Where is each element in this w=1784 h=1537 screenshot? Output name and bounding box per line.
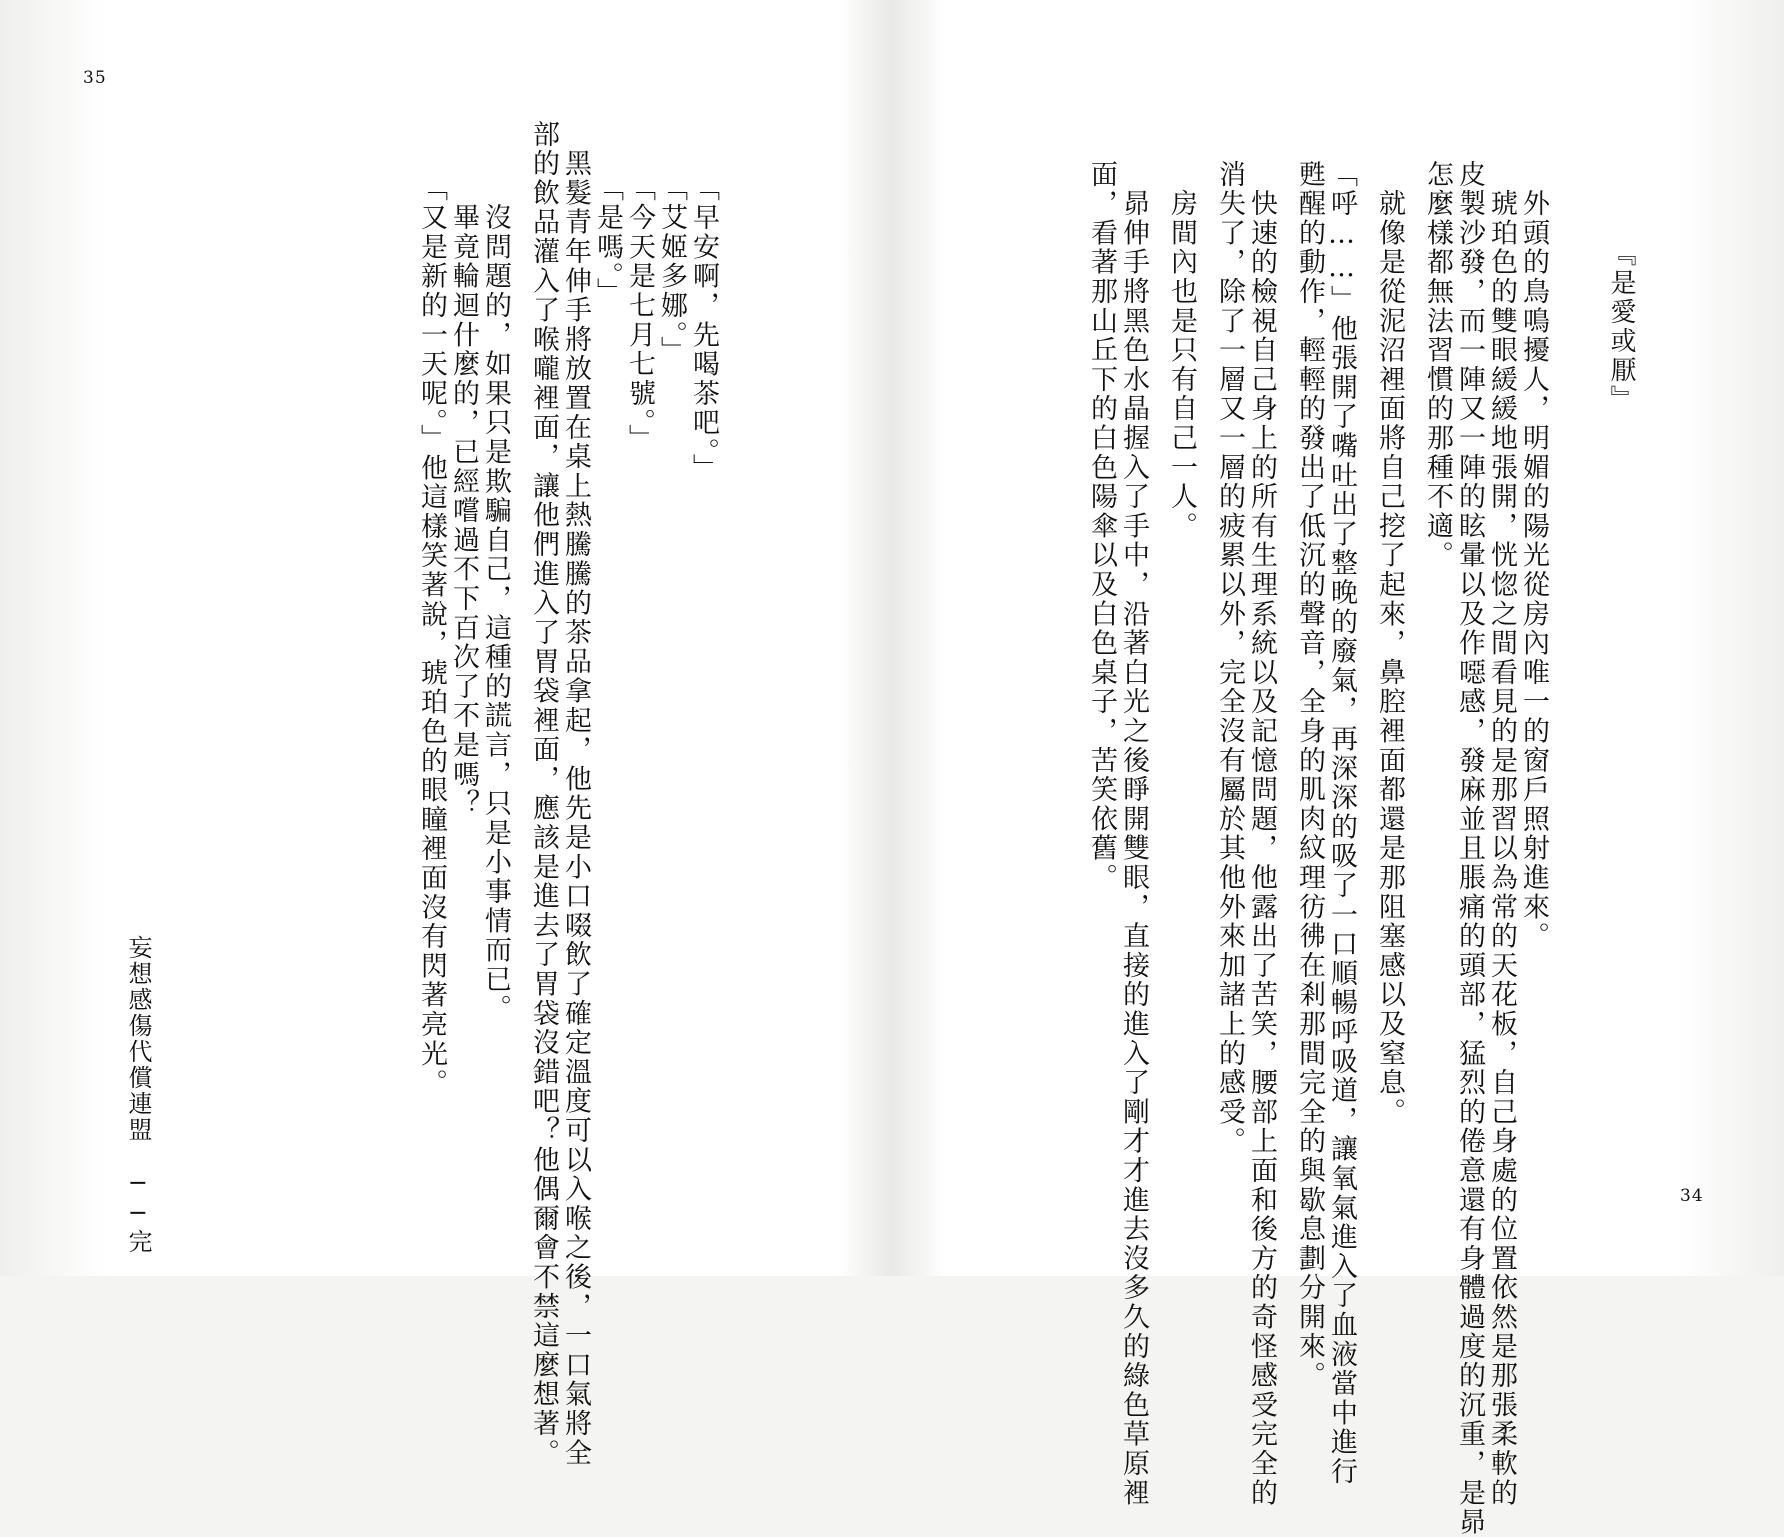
page-number-right: 34 bbox=[1680, 1186, 1704, 1206]
chapter-title: 『是愛或厭』 bbox=[1606, 240, 1636, 414]
text-line: 「是嗎。」 bbox=[592, 174, 623, 307]
text-line: 「呼……」他張開了嘴吐出了整晚的廢氣，再深深的吸了一口順暢呼吸道，讓氧氣進入了血液當中進行 bbox=[1326, 160, 1357, 1487]
text-line: 「今天是七月七號。」 bbox=[624, 174, 655, 454]
text-line: 沒問題的，如果只是欺騙自己，這種的謊言，只是小事情而已。 bbox=[480, 174, 511, 1024]
text-line: 面，看著那山丘下的白色陽傘以及白色桌子，苦笑依舊。 bbox=[1086, 160, 1117, 893]
text-line: 就像是從泥沼裡面將自己挖了起來，鼻腔裡面都還是那阻塞感以及窒息。 bbox=[1374, 160, 1405, 1127]
text-line: 部的飲品灌入了喉嚨裡面，讓他們進入了胃袋裡面，應該是進去了胃袋沒錯吧？他偶爾會不禁這麼想著。 bbox=[528, 120, 559, 1468]
text-line: 琥珀色的雙眼緩緩地張開，恍惚之間看見的是那習以為常的天花板，自己身處的位置依然是那張柔軟的 bbox=[1486, 160, 1517, 1508]
text-line: 外頭的鳥鳴擾人，明媚的陽光從房內唯一的窗戶照射進來。 bbox=[1518, 160, 1549, 952]
text-line: 怎麼樣都無法習慣的那種不適。 bbox=[1422, 160, 1453, 571]
text-line: 黑髮青年伸手將放置在桌上熱騰騰的茶品拿起，他先是小口啜飲了確定溫度可以入喉之後，一口氣將全 bbox=[560, 120, 591, 1468]
text-line: 昴伸手將黑色水晶握入了手中，沿著白光之後睜開雙眼，直接的進入了剛才才進去沒多久的綠色草原裡 bbox=[1118, 160, 1149, 1508]
text-line: 「早安啊，先喝茶吧。」 bbox=[688, 174, 719, 483]
text-line: 甦醒的動作，輕輕的發出了低沉的聲音，全身的肌肉紋理彷彿在剎那間完全的與歇息劃分開來。 bbox=[1294, 160, 1325, 1391]
page-number-left: 35 bbox=[83, 68, 107, 88]
story-ending: 妄想感傷代償連盟 ──完 bbox=[124, 935, 152, 1255]
text-line: 畢竟輪迴什麼的，已經嚐過不下百次了不是嗎？ bbox=[448, 174, 479, 819]
text-line: 快速的檢視自己身上的所有生理系統以及記憶問題，他露出了苦笑，腰部上面和後方的奇怪感受完全的 bbox=[1246, 160, 1277, 1508]
text-line: 「又是新的一天呢。」他這樣笑著說，琥珀色的眼瞳裡面沒有閃著亮光。 bbox=[416, 174, 447, 1099]
text-line: 皮製沙發，而一陣又一陣的眩暈以及作噁感，發麻並且脹痛的頭部，猛烈的倦意還有身體過度的沉重，是昴 bbox=[1454, 160, 1485, 1537]
text-line: 「艾姬多娜。」 bbox=[656, 174, 687, 366]
text-line: 消失了，除了一層又一層的疲累以外，完全沒有屬於其他外來加諸上的感受。 bbox=[1214, 160, 1245, 1157]
text-line: 房間內也是只有自己一人。 bbox=[1166, 160, 1197, 541]
